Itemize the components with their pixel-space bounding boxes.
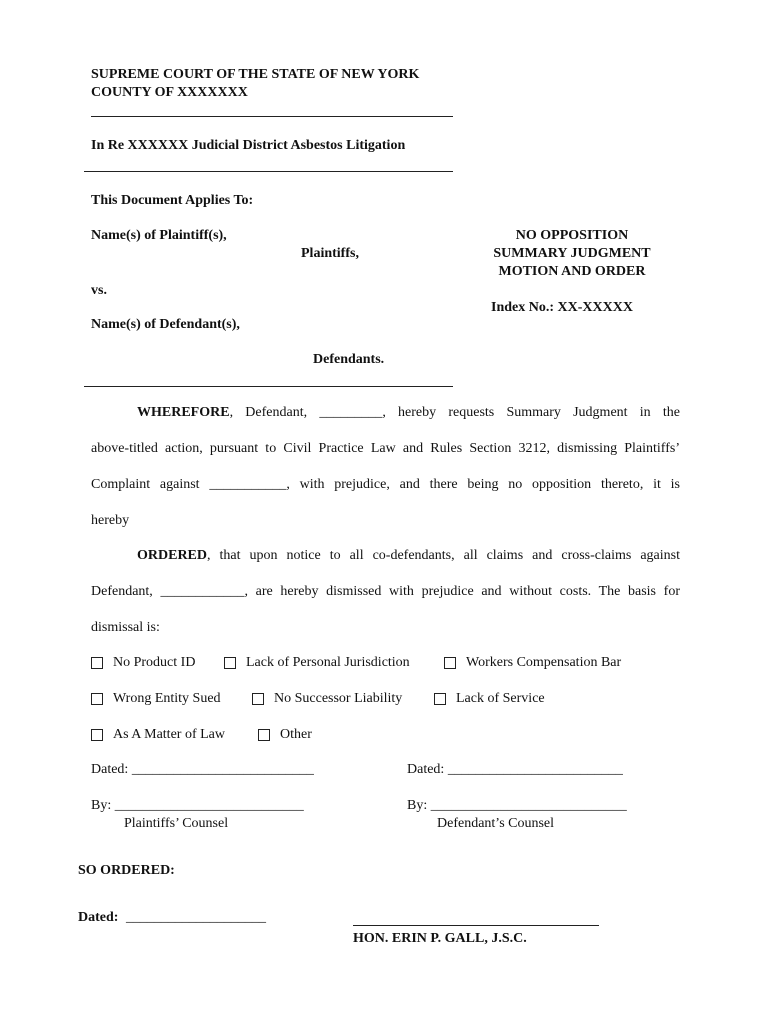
index-number: Index No.: XX-XXXXX [491,300,633,315]
checkbox-label: Other [280,727,312,742]
so-ordered-label: SO ORDERED: [78,863,175,878]
ordered-keyword: ORDERED [137,548,208,563]
defendants-counsel-label: Defendant’s Counsel [437,816,555,831]
checkbox-label: As A Matter of Law [113,727,225,742]
caption-divider [91,116,453,117]
paragraph-wherefore-line4: hereby [91,513,130,528]
defendants-role: Defendants. [313,352,385,367]
doc-title-line2: SUMMARY JUDGMENT [493,246,651,261]
checkbox-other[interactable] [258,727,312,743]
caption-divider [84,171,453,172]
checkbox-no-product-id[interactable] [91,655,195,671]
plaintiffs-counsel-label: Plaintiffs’ Counsel [124,816,229,831]
checkbox-label: Lack of Service [456,691,545,706]
paragraph-ordered-line2: Defendant, ____________, are hereby dismissed with prejudice and without costs. The basis for [91,584,680,599]
checkbox-square-icon[interactable] [434,693,446,705]
checkbox-label: Lack of Personal Jurisdiction [246,655,410,670]
order-dated-label: Dated: [78,910,119,925]
wherefore-text: , Defendant, _________, hereby requests Summary Judgment in the [229,405,680,420]
checkbox-no-successor-liability[interactable] [252,691,402,707]
paragraph-ordered-line1 [137,548,680,564]
paragraph-wherefore-line2: above-titled action, pursuant to Civil Practice Law and Rules Section 3212, dismissing Plaintiffs’ [91,441,680,456]
court-name: SUPREME COURT OF THE STATE OF NEW YORK [91,67,420,82]
doc-title-line3: MOTION AND ORDER [498,264,646,279]
by-right-field[interactable]: By: ____________________________ [407,798,627,813]
checkbox-lack-of-service[interactable] [434,691,545,707]
defendants-names: Name(s) of Defendant(s), [91,317,240,332]
checkbox-label: No Product ID [113,655,196,670]
judge-signature-line[interactable] [353,925,599,926]
applies-to-label: This Document Applies To: [91,193,254,208]
checkbox-square-icon[interactable] [258,729,270,741]
in-re-line: In Re XXXXXX Judicial District Asbestos Litigation [91,138,406,153]
dated-right-field[interactable]: Dated: _________________________ [407,762,623,777]
doc-title-line1: NO OPPOSITION [515,228,629,243]
county-name: COUNTY OF XXXXXXX [91,85,248,100]
paragraph-ordered-line3: dismissal is: [91,620,160,635]
checkbox-label: Workers Compensation Bar [466,655,622,670]
order-dated-field[interactable] [78,910,266,926]
order-dated-blank[interactable]: ____________________ [125,910,266,925]
vs-label: vs. [91,283,107,298]
ordered-text: , that upon notice to all co-defendants, all claims and cross-claims against [207,548,680,563]
by-left-field[interactable]: By: ___________________________ [91,798,304,813]
checkbox-square-icon[interactable] [91,729,103,741]
checkbox-workers-comp-bar[interactable] [444,655,621,671]
checkbox-square-icon[interactable] [224,657,236,669]
checkbox-wrong-entity[interactable] [91,691,221,707]
dated-left-field[interactable]: Dated: __________________________ [91,762,314,777]
checkbox-square-icon[interactable] [91,693,103,705]
checkbox-lack-personal-jurisdiction[interactable] [224,655,410,671]
checkbox-square-icon[interactable] [91,657,103,669]
caption-divider [84,386,453,387]
checkbox-square-icon[interactable] [444,657,456,669]
checkbox-label: Wrong Entity Sued [113,691,221,706]
checkbox-label: No Successor Liability [274,691,403,706]
paragraph-wherefore-line1 [137,405,680,421]
plaintiffs-names: Name(s) of Plaintiff(s), [91,228,227,243]
checkbox-matter-of-law[interactable] [91,727,225,743]
wherefore-keyword: WHEREFORE [137,405,230,420]
judge-name: HON. ERIN P. GALL, J.S.C. [353,931,527,946]
plaintiffs-role: Plaintiffs, [301,246,359,261]
paragraph-wherefore-line3: Complaint against ___________, with prejudice, and there being no opposition thereto, it is [91,477,680,492]
checkbox-square-icon[interactable] [252,693,264,705]
